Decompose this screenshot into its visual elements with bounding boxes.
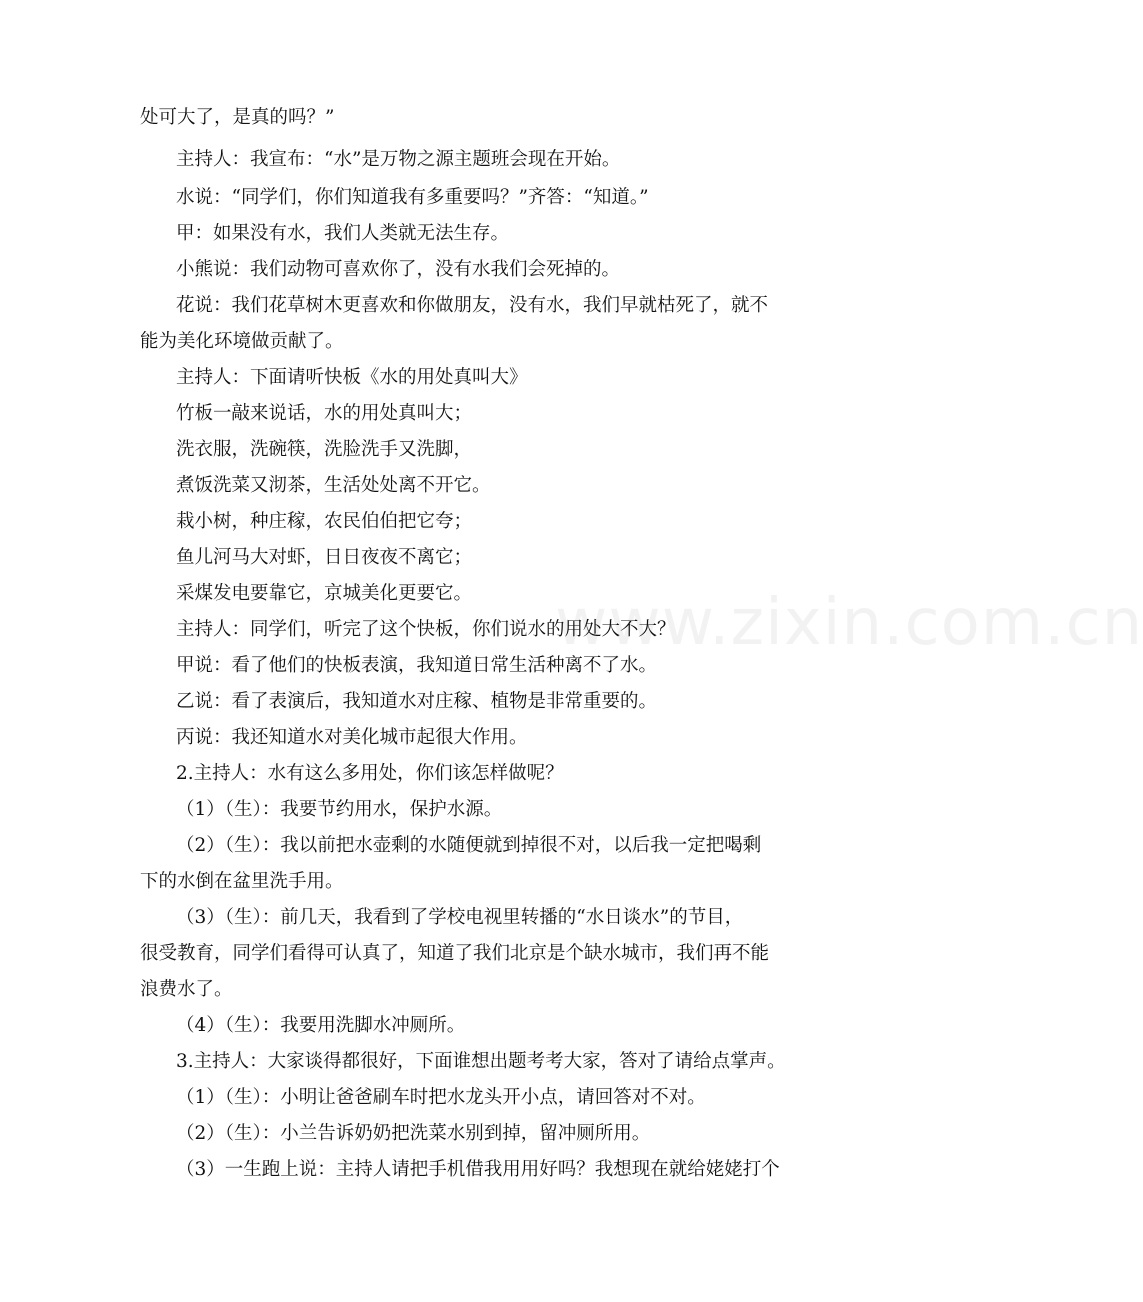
- text-line-18: 丙说：我还知道水对美化城市起很大作用。: [176, 727, 528, 748]
- text-line-8: 主持人：下面请听快板《水的用处真叫大》: [176, 367, 528, 388]
- watermark: www.zixin.com.cn: [555, 586, 1143, 660]
- text-line-24: 很受教育，同学们看得可认真了，知道了我们北京是个缺水城市，我们再不能: [140, 943, 770, 964]
- text-line-12: 栽小树，种庄稼，农民伯伯把它夸；: [176, 511, 473, 532]
- text-line-2: 主持人：我宣布：“水”是万物之源主题班会现在开始。: [176, 149, 621, 170]
- text-line-22: 下的水倒在盆里洗手用。: [140, 871, 344, 892]
- text-line-5: 小熊说：我们动物可喜欢你了，没有水我们会死掉的。: [176, 259, 621, 280]
- text-line-13: 鱼儿河马大对虾，日日夜夜不离它；: [176, 547, 473, 568]
- text-line-3: 水说：“同学们，你们知道我有多重要吗？”齐答：“知道。”: [176, 187, 649, 208]
- text-line-9: 竹板一敲来说话，水的用处真叫大；: [176, 403, 473, 424]
- text-line-27: 3.主持人：大家谈得都很好，下面谁想出题考考大家，答对了请给点掌声。: [176, 1051, 786, 1072]
- text-line-30: （3）一生跑上说：主持人请把手机借我用用好吗？我想现在就给姥姥打个: [176, 1159, 780, 1180]
- text-line-6: 花说：我们花草树木更喜欢和你做朋友，没有水，我们早就枯死了，就不: [176, 295, 769, 316]
- text-line-10: 洗衣服，洗碗筷，洗脸洗手又洗脚，: [176, 439, 473, 460]
- text-line-19: 2.主持人：水有这么多用处，你们该怎样做呢？: [176, 763, 564, 784]
- text-line-21: （2）（生）：我以前把水壶剩的水随便就到掉很不对，以后我一定把喝剩: [176, 835, 762, 856]
- text-line-16: 甲说：看了他们的快板表演，我知道日常生活种离不了水。: [176, 655, 658, 676]
- text-line-25: 浪费水了。: [140, 979, 233, 1000]
- text-line-14: 采煤发电要靠它，京城美化更要它。: [176, 583, 473, 604]
- text-line-17: 乙说：看了表演后，我知道水对庄稼、植物是非常重要的。: [176, 691, 658, 712]
- text-line-11: 煮饭洗菜又沏茶，生活处处离不开它。: [176, 475, 491, 496]
- text-line-7: 能为美化环境做贡献了。: [140, 331, 344, 352]
- text-line-1: 处可大了，是真的吗？”: [140, 107, 335, 128]
- text-line-28: （1）（生）：小明让爸爸刷车时把水龙头开小点，请回答对不对。: [176, 1087, 706, 1108]
- text-line-15: 主持人：同学们，听完了这个快板，你们说水的用处大不大？: [176, 619, 676, 640]
- text-line-23: （3）（生）：前几天，我看到了学校电视里转播的“水日谈水”的节目，: [176, 907, 744, 928]
- text-line-26: （4）（生）：我要用洗脚水冲厕所。: [176, 1015, 466, 1036]
- text-line-29: （2）（生）：小兰告诉奶奶把洗菜水别到掉，留冲厕所用。: [176, 1123, 651, 1144]
- text-line-20: （1）（生）：我要节约用水，保护水源。: [176, 799, 503, 820]
- text-line-4: 甲：如果没有水，我们人类就无法生存。: [176, 223, 510, 244]
